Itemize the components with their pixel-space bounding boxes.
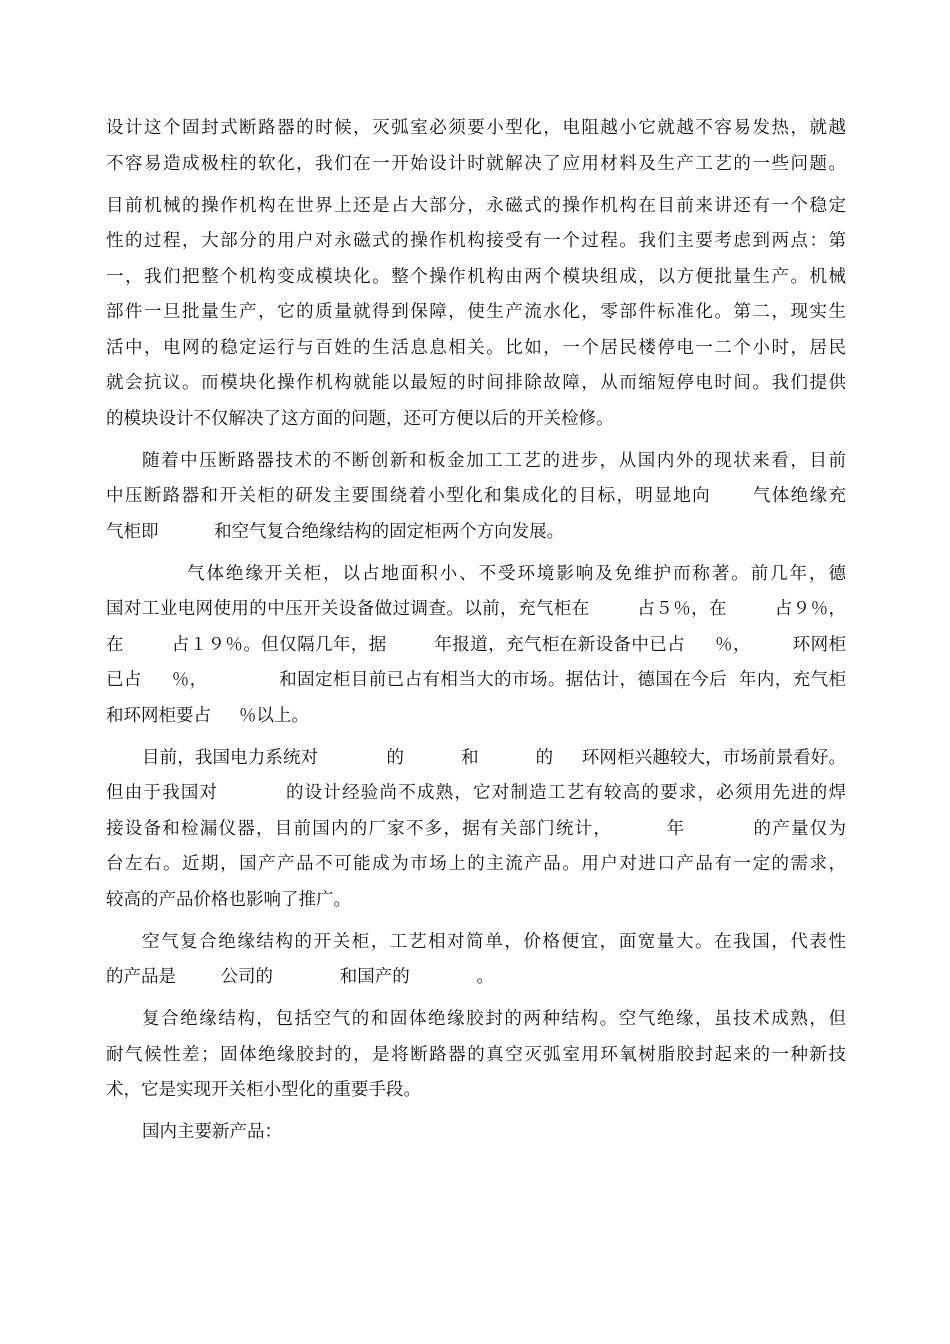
text-line: 台左右。近期，国产产品不可能成为市场上的主流产品。用户对进口产品有一定的需求， xyxy=(106,854,846,874)
text-line: 但由于我国对 的设计经验尚不成熟，它对制造工艺有较高的要求，必须用先进的焊 xyxy=(106,783,846,803)
text-line: 已占 ％， 和固定柜目前已占有相当大的市场。据估计，德国在今后 年内，充气柜 xyxy=(106,670,846,690)
text-line: 较高的产品价格也影响了推广。 xyxy=(106,890,351,910)
text-line: 和环网柜要占 ％以上。 xyxy=(106,706,309,726)
text-line: 国对工业电网使用的中压开关设备做过调查。以前，充气柜在 占５％，在 占９％， xyxy=(106,599,846,619)
text-line: 术，它是实现开关柜小型化的重要手段。 xyxy=(106,1080,421,1100)
text-line: 空气复合绝缘结构的开关柜，工艺相对简单，价格便宜，面宽量大。在我国，代表性 xyxy=(142,932,846,952)
text-line: 复合绝缘结构，包括空气的和固体绝缘胶封的两种结构。空气绝缘，虽技术成熟，但 xyxy=(142,1009,846,1029)
text-line: 耐气候性差；固体绝缘胶封的，是将断路器的真空灭弧室用环氧树脂胶封起来的一种新技 xyxy=(106,1045,846,1065)
text-line: 国内主要新产品： xyxy=(142,1122,282,1142)
text-line: 在 占１９％。但仅隔几年，据 年报道，充气柜在新设备中已占 ％， 环网柜 xyxy=(106,635,846,655)
text-line: 活中，电网的稳定运行与百姓的生活息息相关。比如，一个居民楼停电一二个小时，居民 xyxy=(106,338,846,358)
text-line: 气体绝缘开关柜，以占地面积小、不受环境影响及免维护而称著。前几年，德 xyxy=(142,564,846,584)
text-line: 气柜即 和空气复合绝缘结构的固定柜两个方向发展。 xyxy=(106,522,565,542)
text-line: 设计这个固封式断路器的时候，灭弧室必须要小型化，电阻越小它就越不容易发热，就越 xyxy=(106,118,846,138)
text-line: 一，我们把整个机构变成模块化。整个操作机构由两个模块组成，以方便批量生产。机械 xyxy=(106,267,846,287)
text-line: 部件一旦批量生产，它的质量就得到保障，使生产流水化，零部件标准化。第二，现实生 xyxy=(106,302,846,322)
text-line: 性的过程，大部分的用户对永磁式的操作机构接受有一个过程。我们主要考虑到两点：第 xyxy=(106,231,846,251)
text-line: 的产品是 公司的 和国产的 。 xyxy=(106,967,495,987)
text-line: 不容易造成极柱的软化，我们在一开始设计时就解决了应用材料及生产工艺的一些问题。 xyxy=(106,154,846,174)
text-line: 的模块设计不仅解决了这方面的问题，还可方便以后的开关检修。 xyxy=(106,409,614,429)
text-line: 目前机械的操作机构在世界上还是占大部分，永磁式的操作机构在目前来讲还有一个稳定 xyxy=(106,196,846,216)
text-line: 接设备和检漏仪器，目前国内的厂家不多，据有关部门统计， 年 的产量仅为 xyxy=(106,819,846,839)
text-line: 中压断路器和开关柜的研发主要围绕着小型化和集成化的目标，明显地向 气体绝缘充 xyxy=(106,486,846,506)
text-line: 目前，我国电力系统对 的 和 的 环网柜兴趣较大，市场前景看好。 xyxy=(142,748,846,768)
text-line: 随着中压断路器技术的不断创新和板金加工工艺的进步，从国内外的现状来看，目前 xyxy=(142,451,846,471)
text-line: 就会抗议。而模块化操作机构就能以最短的时间排除故障，从而缩短停电时间。我们提供 xyxy=(106,373,846,393)
